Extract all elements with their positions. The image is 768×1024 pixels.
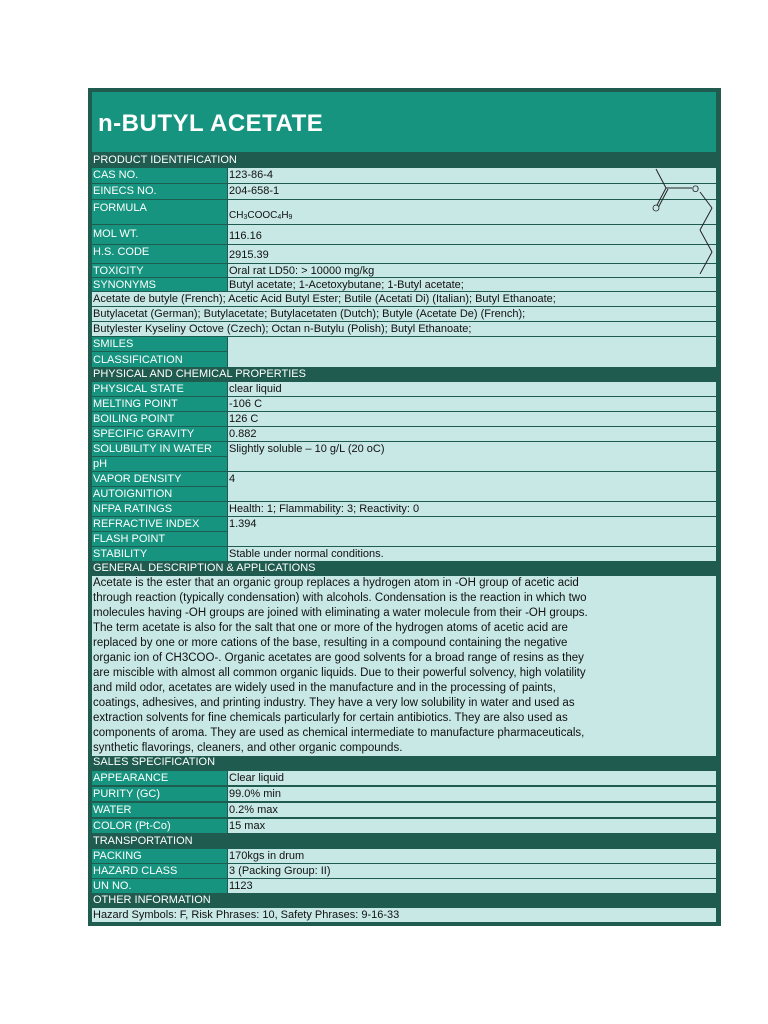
- datasheet: [88, 88, 721, 926]
- section-header-product-identification: PRODUCT IDENTIFICATION: [92, 154, 717, 167]
- label-synonyms: SYNONYMS: [92, 278, 227, 291]
- value-hs-code: 2915.39: [228, 245, 716, 263]
- value-toxicity: Oral rat LD50: > 10000 mg/kg: [228, 264, 716, 277]
- synonyms-line-2: Acetate de butyle (French); Acetic Acid Butyl Ester; Butile (Acetati Di) (Italian); Butyl Ethanoate;: [92, 292, 716, 306]
- value-cas: 123-86-4: [228, 168, 716, 183]
- value-formula: [228, 200, 716, 224]
- general-line: organic ion of CH3COO-. Organic acetates are good solvents for a broad range of resins as they: [93, 652, 584, 664]
- value-nfpa-ratings: Health: 1; Flammability: 3; Reactivity: 0: [228, 502, 716, 516]
- value-smiles-classification: [228, 337, 716, 367]
- value-appearance: Clear liquid: [228, 771, 716, 785]
- label-color: COLOR (Pt-Co): [92, 819, 227, 833]
- label-flash-point: FLASH POINT: [92, 532, 227, 546]
- value-boiling-point: 126 C: [228, 412, 716, 426]
- label-water: WATER: [92, 803, 227, 817]
- section-header-transportation: TRANSPORTATION: [92, 835, 717, 848]
- section-header-physical-properties: PHYSICAL AND CHEMICAL PROPERTIES: [92, 368, 717, 381]
- value-vapor-density: 4: [228, 472, 716, 501]
- value-color: 15 max: [228, 819, 716, 833]
- value-solubility: Slightly soluble – 10 g/L (20 oC): [228, 442, 716, 471]
- butyl-acetate-structure-icon: [646, 164, 718, 274]
- general-line: replaced by one or more cations of the base, resulting in a compound containing the negative: [93, 637, 568, 649]
- oxygen-label: O: [692, 184, 700, 194]
- label-refractive-index: REFRACTIVE INDEX: [92, 517, 227, 531]
- label-einecs: EINECS NO.: [92, 184, 227, 199]
- value-hazard-class: 3 (Packing Group: II): [228, 864, 716, 878]
- value-synonyms: Butyl acetate; 1-Acetoxybutane; 1-Butyl acetate;: [228, 278, 716, 291]
- label-hazard-class: HAZARD CLASS: [92, 864, 227, 878]
- label-solubility: SOLUBILITY IN WATER: [92, 442, 227, 456]
- label-smiles: SMILES: [92, 337, 227, 351]
- general-line: and mild odor, acetates are widely used in the manufacture and in the processing of paints,: [93, 682, 556, 694]
- value-purity: 99.0% min: [228, 787, 716, 801]
- general-line: extraction solvents for fine chemicals particularly for certain antibiotics. They are also used as: [93, 712, 568, 724]
- value-un-no: 1123: [228, 879, 716, 893]
- title-bar: [92, 92, 716, 152]
- value-stability: Stable under normal conditions.: [228, 547, 716, 561]
- general-line: coatings, adhesives, and printing industry. They have a very low solubility in water and used as: [93, 697, 575, 709]
- page-title: n-BUTYL ACETATE: [98, 110, 324, 137]
- general-line: through reaction (typically condensation) with alcohols. Condensation is the reaction in which two: [93, 592, 587, 604]
- label-nfpa-ratings: NFPA RATINGS: [92, 502, 227, 516]
- value-mol-wt: 116.16: [228, 225, 716, 244]
- label-classification: CLASSIFICATION: [92, 352, 227, 367]
- value-einecs: 204-658-1: [228, 184, 716, 199]
- general-line: synthetic flavorings, cleaners, and other organic compounds.: [93, 742, 403, 754]
- label-hs-code: H.S. CODE: [92, 245, 227, 263]
- label-autoignition: AUTOIGNITION: [92, 487, 227, 501]
- label-boiling-point: BOILING POINT: [92, 412, 227, 426]
- section-header-general-description: GENERAL DESCRIPTION & APPLICATIONS: [92, 562, 717, 575]
- formula-text: $CH_3COOC_4H_9$: [229, 210, 293, 221]
- label-melting-point: MELTING POINT: [92, 397, 227, 411]
- general-line: are miscible with almost all common organic liquids. Due to their powerful solvency, high volatility: [93, 667, 586, 679]
- general-line: Acetate is the ester that an organic group replaces a hydrogen atom in -OH group of acetic acid: [93, 577, 579, 589]
- value-water: 0.2% max: [228, 803, 716, 817]
- label-toxicity: TOXICITY: [92, 264, 227, 277]
- label-cas: CAS NO.: [92, 168, 227, 183]
- label-mol-wt: MOL WT.: [92, 225, 227, 244]
- synonyms-line-3: Butylacetat (German); Butylacetate; Butylacetaten (Dutch); Butyle (Acetate De) (French);: [92, 307, 716, 321]
- label-physical-state: PHYSICAL STATE: [92, 382, 227, 396]
- label-purity: PURITY (GC): [92, 787, 227, 801]
- general-description-body: [92, 576, 716, 756]
- label-packing: PACKING: [92, 849, 227, 863]
- value-packing: 170kgs in drum: [228, 849, 716, 863]
- label-appearance: APPEARANCE: [92, 771, 227, 785]
- value-melting-point: -106 C: [228, 397, 716, 411]
- label-stability: STABILITY: [92, 547, 227, 561]
- general-line: molecules having -OH groups are joined with eliminating a water molecule from their -OH groups.: [93, 607, 588, 619]
- value-refractive-index: 1.394: [228, 517, 716, 546]
- value-specific-gravity: 0.882: [228, 427, 716, 441]
- section-header-other-information: OTHER INFORMATION: [92, 894, 717, 907]
- label-specific-gravity: SPECIFIC GRAVITY: [92, 427, 227, 441]
- value-physical-state: clear liquid: [228, 382, 716, 396]
- label-vapor-density: VAPOR DENSITY: [92, 472, 227, 486]
- label-un-no: UN NO.: [92, 879, 227, 893]
- other-information-text: Hazard Symbols: F, Risk Phrases: 10, Safety Phrases: 9-16-33: [92, 908, 716, 922]
- label-formula: FORMULA: [92, 200, 227, 224]
- general-line: components of aroma. They are used as chemical intermediate to manufacture pharmaceuticals,: [93, 727, 585, 739]
- section-header-sales-specification: SALES SPECIFICATION: [92, 756, 717, 769]
- synonyms-line-4: Butylester Kyseliny Octove (Czech); Octan n-Butylu (Polish); Butyl Ethanoate;: [92, 322, 716, 336]
- general-line: The term acetate is also for the salt that one or more of the hydrogen atoms of acetic acid are: [93, 622, 568, 634]
- label-ph: pH: [92, 457, 227, 471]
